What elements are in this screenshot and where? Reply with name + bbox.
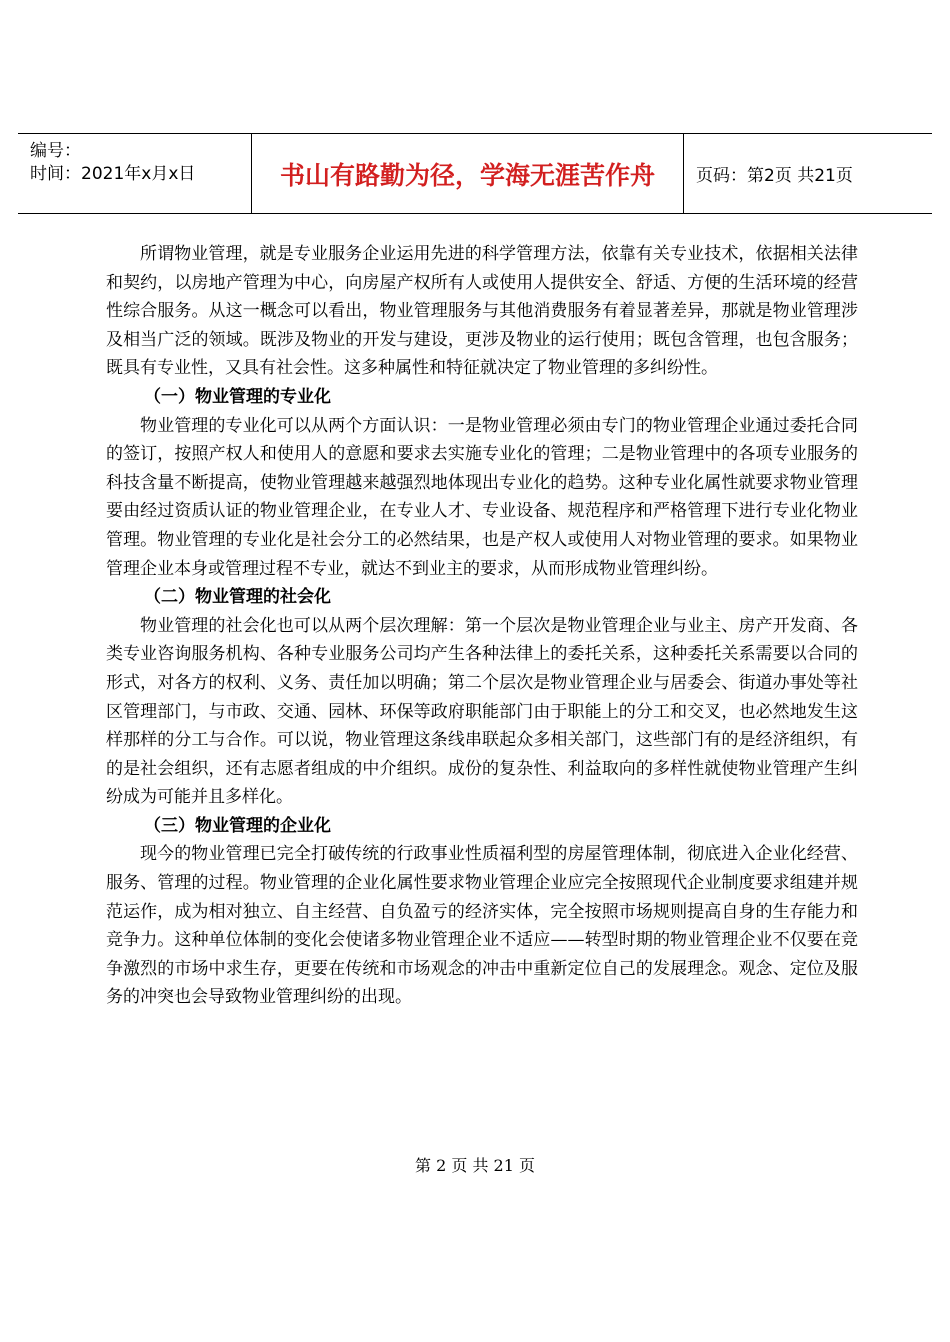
intro-paragraph: 所谓物业管理，就是专业服务企业运用先进的科学管理方法，依靠有关专业技术，依据相关法律和契约，以房地产管理为中心，向房屋产权所有人或使用人提供安全、舒适、方便的生活环境的经营性综合服务。从这一概念可以看出，物业管理服务与其他消费服务有着显著差异，那就是物业管理涉及相当广泛的领域。既涉及物业的开发与建设，更涉及物业的运行使用；既包含管理，也包含服务；既具有专业性，又具有社会性。这多种属性和特征就决定了物业管理的多纠纷性。 [106,244,858,379]
section-heading-professionalization: （一）物业管理的专业化 [144,386,331,407]
section-heading-socialization: （二）物业管理的社会化 [144,587,331,608]
page-footer: 第 2 页 共 21 页 [415,1156,535,1175]
document-body [106,240,858,1012]
header-meta-cell [18,134,252,213]
document-header-table [18,133,932,214]
document-number-label: 编号： [30,141,81,161]
document-time-label: 时间：2021年x月x日 [30,164,196,184]
section-heading-enterprization: （三）物业管理的企业化 [144,815,331,836]
header-page-code: 页码：第2页 共21页 [696,166,853,186]
header-motto: 书山有路勤为径，学海无涯苦作舟 [252,134,684,213]
section-paragraph-enterprization: 现今的物业管理已完全打破传统的行政事业性质福利型的房屋管理体制，彻底进入企业化经营、服务、管理的过程。物业管理的企业化属性要求物业管理企业应完全按照现代企业制度要求组建并规范运作，成为相对独立、自主经营、自负盈亏的经济实体，完全按照市场规则提高自身的生存能力和竞争力。这种单位体制的变化会使诸多物业管理企业不适应——转型时期的物业管理企业不仅要在竞争激烈的市场中求生存，更要在传统和市场观念的冲击中重新定位自己的发展理念。观念、定位及服务的冲突也会导致物业管理纠纷的出现。 [106,844,858,1008]
section-paragraph-socialization: 物业管理的社会化也可以从两个层次理解：第一个层次是物业管理企业与业主、房产开发商、各类专业咨询服务机构、各种专业服务公司均产生各种法律上的委托关系，这种委托关系需要以合同的形式，对各方的权利、义务、责任加以明确；第二个层次是物业管理企业与居委会、街道办事处等社区管理部门，与市政、交通、园林、环保等政府职能部门由于职能上的分工和交叉，也必然地发生这样那样的分工与合作。可以说，物业管理这条线串联起众多相关部门，这些部门有的是经济组织，有的是社会组织，还有志愿者组成的中介组织。成份的复杂性、利益取向的多样性就使物业管理产生纠纷成为可能并且多样化。 [106,615,858,808]
section-paragraph-professionalization: 物业管理的专业化可以从两个方面认识：一是物业管理必须由专门的物业管理企业通过委托合同的签订，按照产权人和使用人的意愿和要求去实施专业化的管理；二是物业管理中的各项专业服务的科技含量不断提高，使物业管理越来越强烈地体现出专业化的趋势。这种专业化属性就要求物业管理要由经过资质认证的物业管理企业，在专业人才、专业设备、规范程序和严格管理下进行专业化物业管理。物业管理的专业化是社会分工的必然结果，也是产权人或使用人对物业管理的要求。如果物业管理企业本身或管理过程不专业，就达不到业主的要求，从而形成物业管理纠纷。 [106,415,858,579]
